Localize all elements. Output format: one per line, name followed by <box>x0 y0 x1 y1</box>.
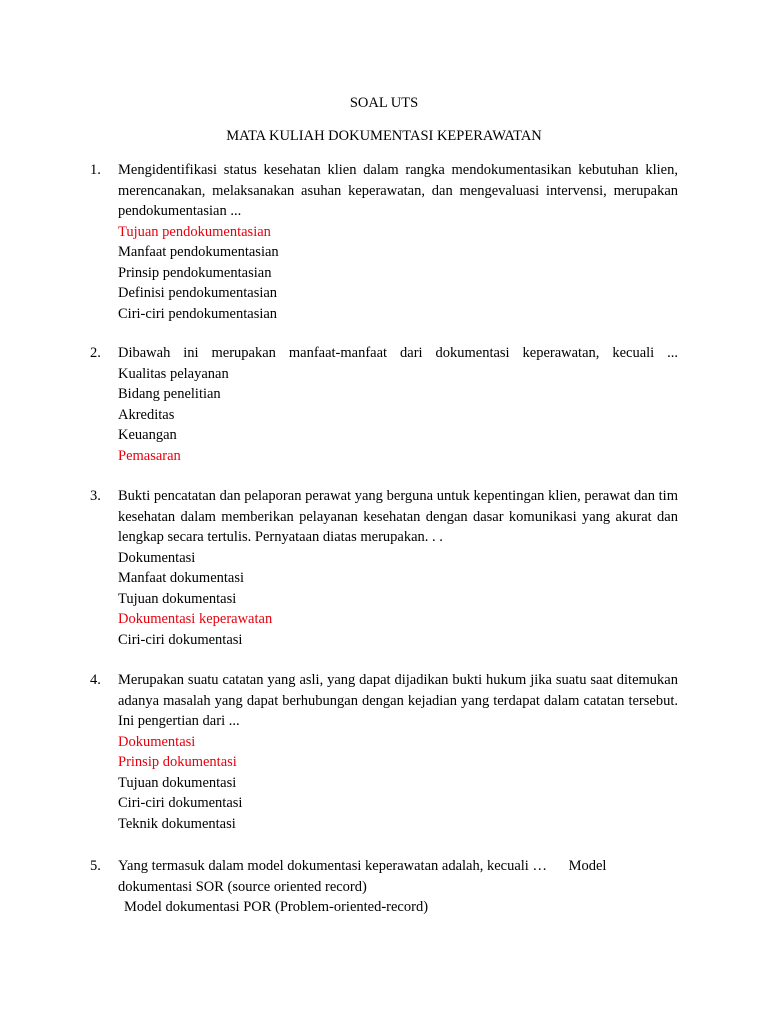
answer-option: Definisi pendokumentasian <box>118 285 278 301</box>
document-subtitle: MATA KULIAH DOKUMENTASI KEPERAWATAN <box>226 128 542 144</box>
document-title: SOAL UTS <box>349 95 419 111</box>
question-stem: Yang termasuk dalam model dokumentasi keperawatan adalah, kecuali … <box>118 858 547 874</box>
answer-option: Model dokumentasi SOR (source oriented record) <box>118 858 607 895</box>
answer-option: Dokumentasi <box>118 549 196 566</box>
question-number: 5. <box>90 858 101 874</box>
question-number: 2. <box>90 345 101 361</box>
answer-option: Ciri-ciri pendokumentasian <box>118 305 278 322</box>
answer-option: Keuangan <box>118 427 177 443</box>
question-stem: Mengidentifikasi status kesehatan klien dalam rangka mendokumentasikan kebutuhan klien, merencanakan, melaksanakan asuhan keperawatan, dan mengevaluasi intervensi, merupakan pendokumentasian ... <box>118 162 678 219</box>
question-2 <box>90 343 678 466</box>
question-3 <box>90 486 678 650</box>
answer-option: Model dokumentasi POR (Problem-oriented-record) <box>124 899 429 915</box>
question-stem: Merupakan suatu catatan yang asli, yang dapat dijadikan bukti hukum jika suatu saat ditemukan adanya masalah yang dapat berhubungan dengan kejadian yang terdapat dalam catatan tersebut. Ini pengertian dari ... <box>118 672 678 729</box>
answer-option: Prinsip pendokumentasian <box>118 264 272 281</box>
answer-option-correct: Dokumentasi <box>118 733 196 750</box>
answer-option: Akreditas <box>118 406 175 423</box>
answer-option-correct: Dokumentasi keperawatan <box>118 611 273 627</box>
answer-option: Ciri-ciri dokumentasi <box>118 795 243 811</box>
answer-option-correct: Pemasaran <box>118 447 181 464</box>
question-number: 1. <box>90 162 101 178</box>
answer-option-correct: Tujuan pendokumentasian <box>118 223 271 240</box>
question-number: 3. <box>90 488 101 504</box>
answer-option: Kualitas pelayanan <box>118 365 229 382</box>
answer-option-correct: Prinsip dokumentasi <box>118 754 237 770</box>
answer-option: Tujuan dokumentasi <box>118 774 237 791</box>
answer-option: Ciri-ciri dokumentasi <box>118 631 243 648</box>
answer-option: Manfaat pendokumentasian <box>118 244 279 260</box>
question-1 <box>90 160 678 324</box>
question-stem: Dibawah ini merupakan manfaat-manfaat dari dokumentasi keperawatan, kecuali ... <box>118 345 678 361</box>
question-stem: Bukti pencatatan dan pelaporan perawat yang berguna untuk kepentingan klien, perawat dan tim kesehatan dalam memberikan pelayanan kesehatan dengan dasar komunikasi yang akurat dan lengkap secara tertulis. Pernyataan diatas merupakan. . . <box>118 488 678 545</box>
answer-option: Bidang penelitian <box>118 386 221 402</box>
answer-option: Manfaat dokumentasi <box>118 570 245 586</box>
question-number: 4. <box>90 672 101 688</box>
answer-option: Teknik dokumentasi <box>118 815 236 832</box>
question-5 <box>90 856 678 918</box>
question-4 <box>90 670 678 834</box>
answer-option: Tujuan dokumentasi <box>118 590 237 607</box>
